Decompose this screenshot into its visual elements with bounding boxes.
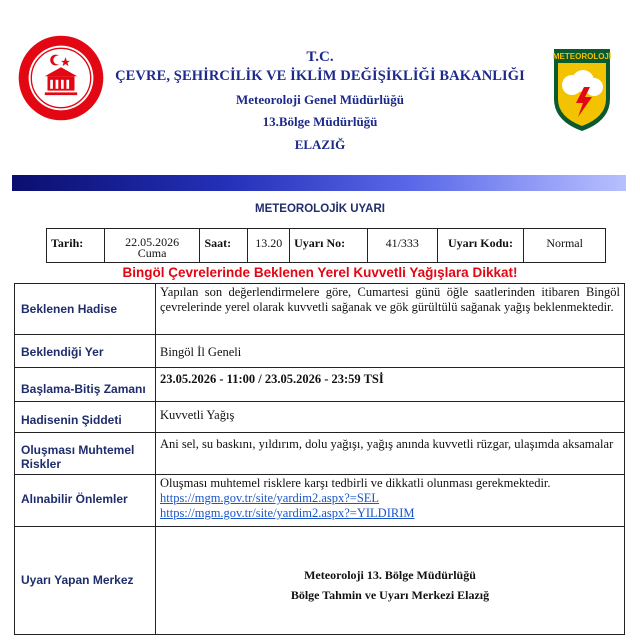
row-label: Oluşması Muhtemel Riskler <box>15 433 156 474</box>
row-issuing-center <box>15 527 624 634</box>
row-label: Alınabilir Önlemler <box>15 475 156 526</box>
center-line-2: Bölge Tahmin ve Uyarı Merkezi Elazığ <box>290 588 490 602</box>
time-label: Saat: <box>200 229 248 262</box>
warning-headline: Bingöl Çevrelerinde Beklenen Yerel Kuvvetli Yağışlara Dikkat! <box>122 265 518 280</box>
row-label: Beklenen Hadise <box>15 284 156 334</box>
row-severity <box>15 402 624 433</box>
warning-code-value: Normal <box>546 236 583 250</box>
center-line-1: Meteoroloji 13. Bölge Müdürlüğü <box>304 568 476 582</box>
date-value: 22.05.2026 <box>125 235 180 249</box>
sel-link[interactable]: https://mgm.gov.tr/site/yardim2.aspx?=SEL <box>160 491 380 505</box>
regional-directorate: 13.Bölge Müdürlüğü <box>262 114 378 129</box>
date-cell <box>105 229 201 262</box>
city-name: ELAZIĞ <box>294 137 346 152</box>
row-value: Ani sel, su baskını, yıldırım, dolu yağışı, yağış anında kuvvetli rüzgar, ulaşımda aksamalar <box>160 437 614 451</box>
yildirim-link[interactable]: https://mgm.gov.tr/site/yardim2.aspx?=YILDIRIM <box>160 506 415 520</box>
row-expected-event <box>15 284 624 335</box>
meteoroloji-logo-icon <box>552 47 612 133</box>
row-label: Başlama-Bitiş Zamanı <box>15 368 156 401</box>
row-value: 23.05.2026 - 11:00 / 23.05.2026 - 23:59 TSİ <box>160 372 384 386</box>
header-tc: T.C. <box>306 49 334 65</box>
row-expected-place <box>15 335 624 368</box>
row-label: Hadisenin Şiddeti <box>15 402 156 432</box>
date-label: Tarih: <box>47 229 105 262</box>
document-header <box>0 0 640 175</box>
day-value: Cuma <box>137 246 167 260</box>
header-divider-bar <box>12 175 626 191</box>
row-value <box>156 527 624 634</box>
row-label: Uyarı Yapan Merkez <box>15 527 156 634</box>
warning-info-row <box>46 228 606 263</box>
ministry-name: ÇEVRE, ŞEHİRCİLİK VE İKLİM DEĞİŞİKLİĞİ BAKANLIĞI <box>115 68 525 84</box>
ministry-seal-icon <box>16 33 106 123</box>
warning-details-table <box>14 283 625 635</box>
row-precautions <box>15 475 624 527</box>
logo-text: METEOROLOJİ <box>552 52 612 61</box>
row-value: Yapılan son değerlendirmelere göre, Cumartesi günü öğle saatlerinden itibaren Bingöl çevrelerinde yerel olarak kuvvetli sağanak ve gök gürültülü sağanak yağış beklenmektedir. <box>160 285 620 314</box>
row-value <box>156 475 624 526</box>
row-start-end-time <box>15 368 624 402</box>
precaution-text: Oluşması muhtemel risklere karşı tedbirli ve dikkatli olunması gerekmektedir. <box>160 476 551 490</box>
row-value: Bingöl İl Geneli <box>160 345 242 359</box>
warning-no-value: 41/333 <box>368 229 438 262</box>
warning-title: METEOROLOJİK UYARI <box>255 203 385 215</box>
row-possible-risks <box>15 433 624 475</box>
row-label: Beklendiği Yer <box>15 335 156 367</box>
directorate-name: Meteoroloji Genel Müdürlüğü <box>235 92 405 107</box>
warning-code-label: Uyarı Kodu: <box>438 229 525 262</box>
warning-no-label: Uyarı No: <box>290 229 368 262</box>
time-value: 13.20 <box>248 229 290 262</box>
row-value: Kuvvetli Yağış <box>160 408 235 422</box>
